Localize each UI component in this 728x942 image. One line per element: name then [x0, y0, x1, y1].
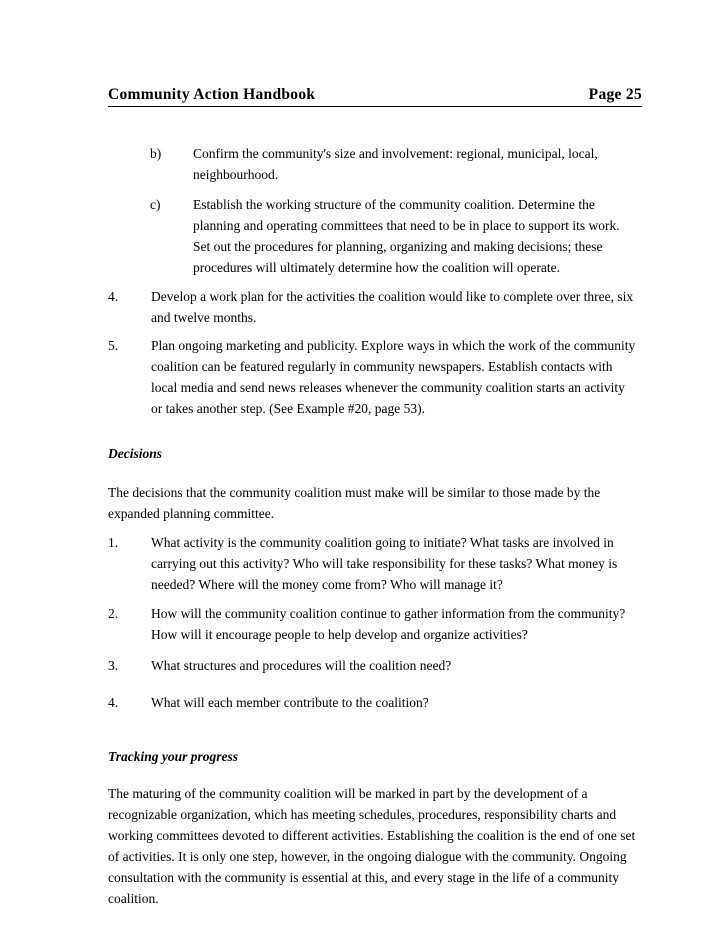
- tracking-heading: Tracking your progress: [108, 749, 239, 764]
- step-label: 5.: [108, 338, 119, 353]
- tracking-paragraph: The maturing of the community coalition will be marked in part by the development of a recognizable organization, which has meeting schedules, procedures, responsibility charts and working committees devoted to different activities. Establishing the coalition is the end of one set of activities. It is only one step, however, in the ongoing dialogue with the community. Ongoing consultation with the community is essential at this, and every stage in the life of a community coalition.: [108, 786, 636, 906]
- decision-text: What structures and procedures will the coalition need?: [151, 658, 452, 673]
- decisions-heading: Decisions: [108, 446, 162, 461]
- sub-item-text: Establish the working structure of the community coalition. Determine the planning and operating committees that need to be in place to support its work. Set out the procedures for planning, organizing and making decisions; these procedures will ultimately determine how the coalition will operate.: [193, 197, 620, 275]
- step-label: 4.: [108, 289, 119, 304]
- decision-label: 1.: [108, 535, 119, 550]
- step-text: Plan ongoing marketing and publicity. Explore ways in which the work of the community coalition can be featured regularly in community newspapers. Establish contacts with local media and send news releases whenever the community coalition starts an activity or takes another step. (See Example #20, page 53).: [151, 338, 636, 416]
- sub-item-label: b): [150, 146, 162, 161]
- decision-text: How will the community coalition continue to gather information from the community? How will it encourage people to help develop and organize activities?: [151, 606, 626, 642]
- page-number: Page 25: [588, 86, 642, 103]
- sub-item-text: Confirm the community's size and involvement: regional, municipal, local, neighbourhood.: [193, 146, 598, 182]
- decisions-intro: The decisions that the community coalition must make will be similar to those made by the expanded planning committee.: [108, 485, 601, 521]
- decision-label: 4.: [108, 695, 119, 710]
- page-header: [108, 84, 642, 107]
- decision-label: 2.: [108, 606, 119, 621]
- decision-text: What will each member contribute to the coalition?: [151, 695, 429, 710]
- step-text: Develop a work plan for the activities the coalition would like to complete over three, six and twelve months.: [151, 289, 634, 325]
- decision-label: 3.: [108, 658, 119, 673]
- handbook-title: Community Action Handbook: [108, 86, 316, 103]
- sub-item-label: c): [150, 197, 161, 212]
- decision-text: What activity is the community coalition going to initiate? What tasks are involved in carrying out this activity? Who will take responsibility for these tasks? What money is needed? Where will the money come from? Who will manage it?: [151, 535, 618, 592]
